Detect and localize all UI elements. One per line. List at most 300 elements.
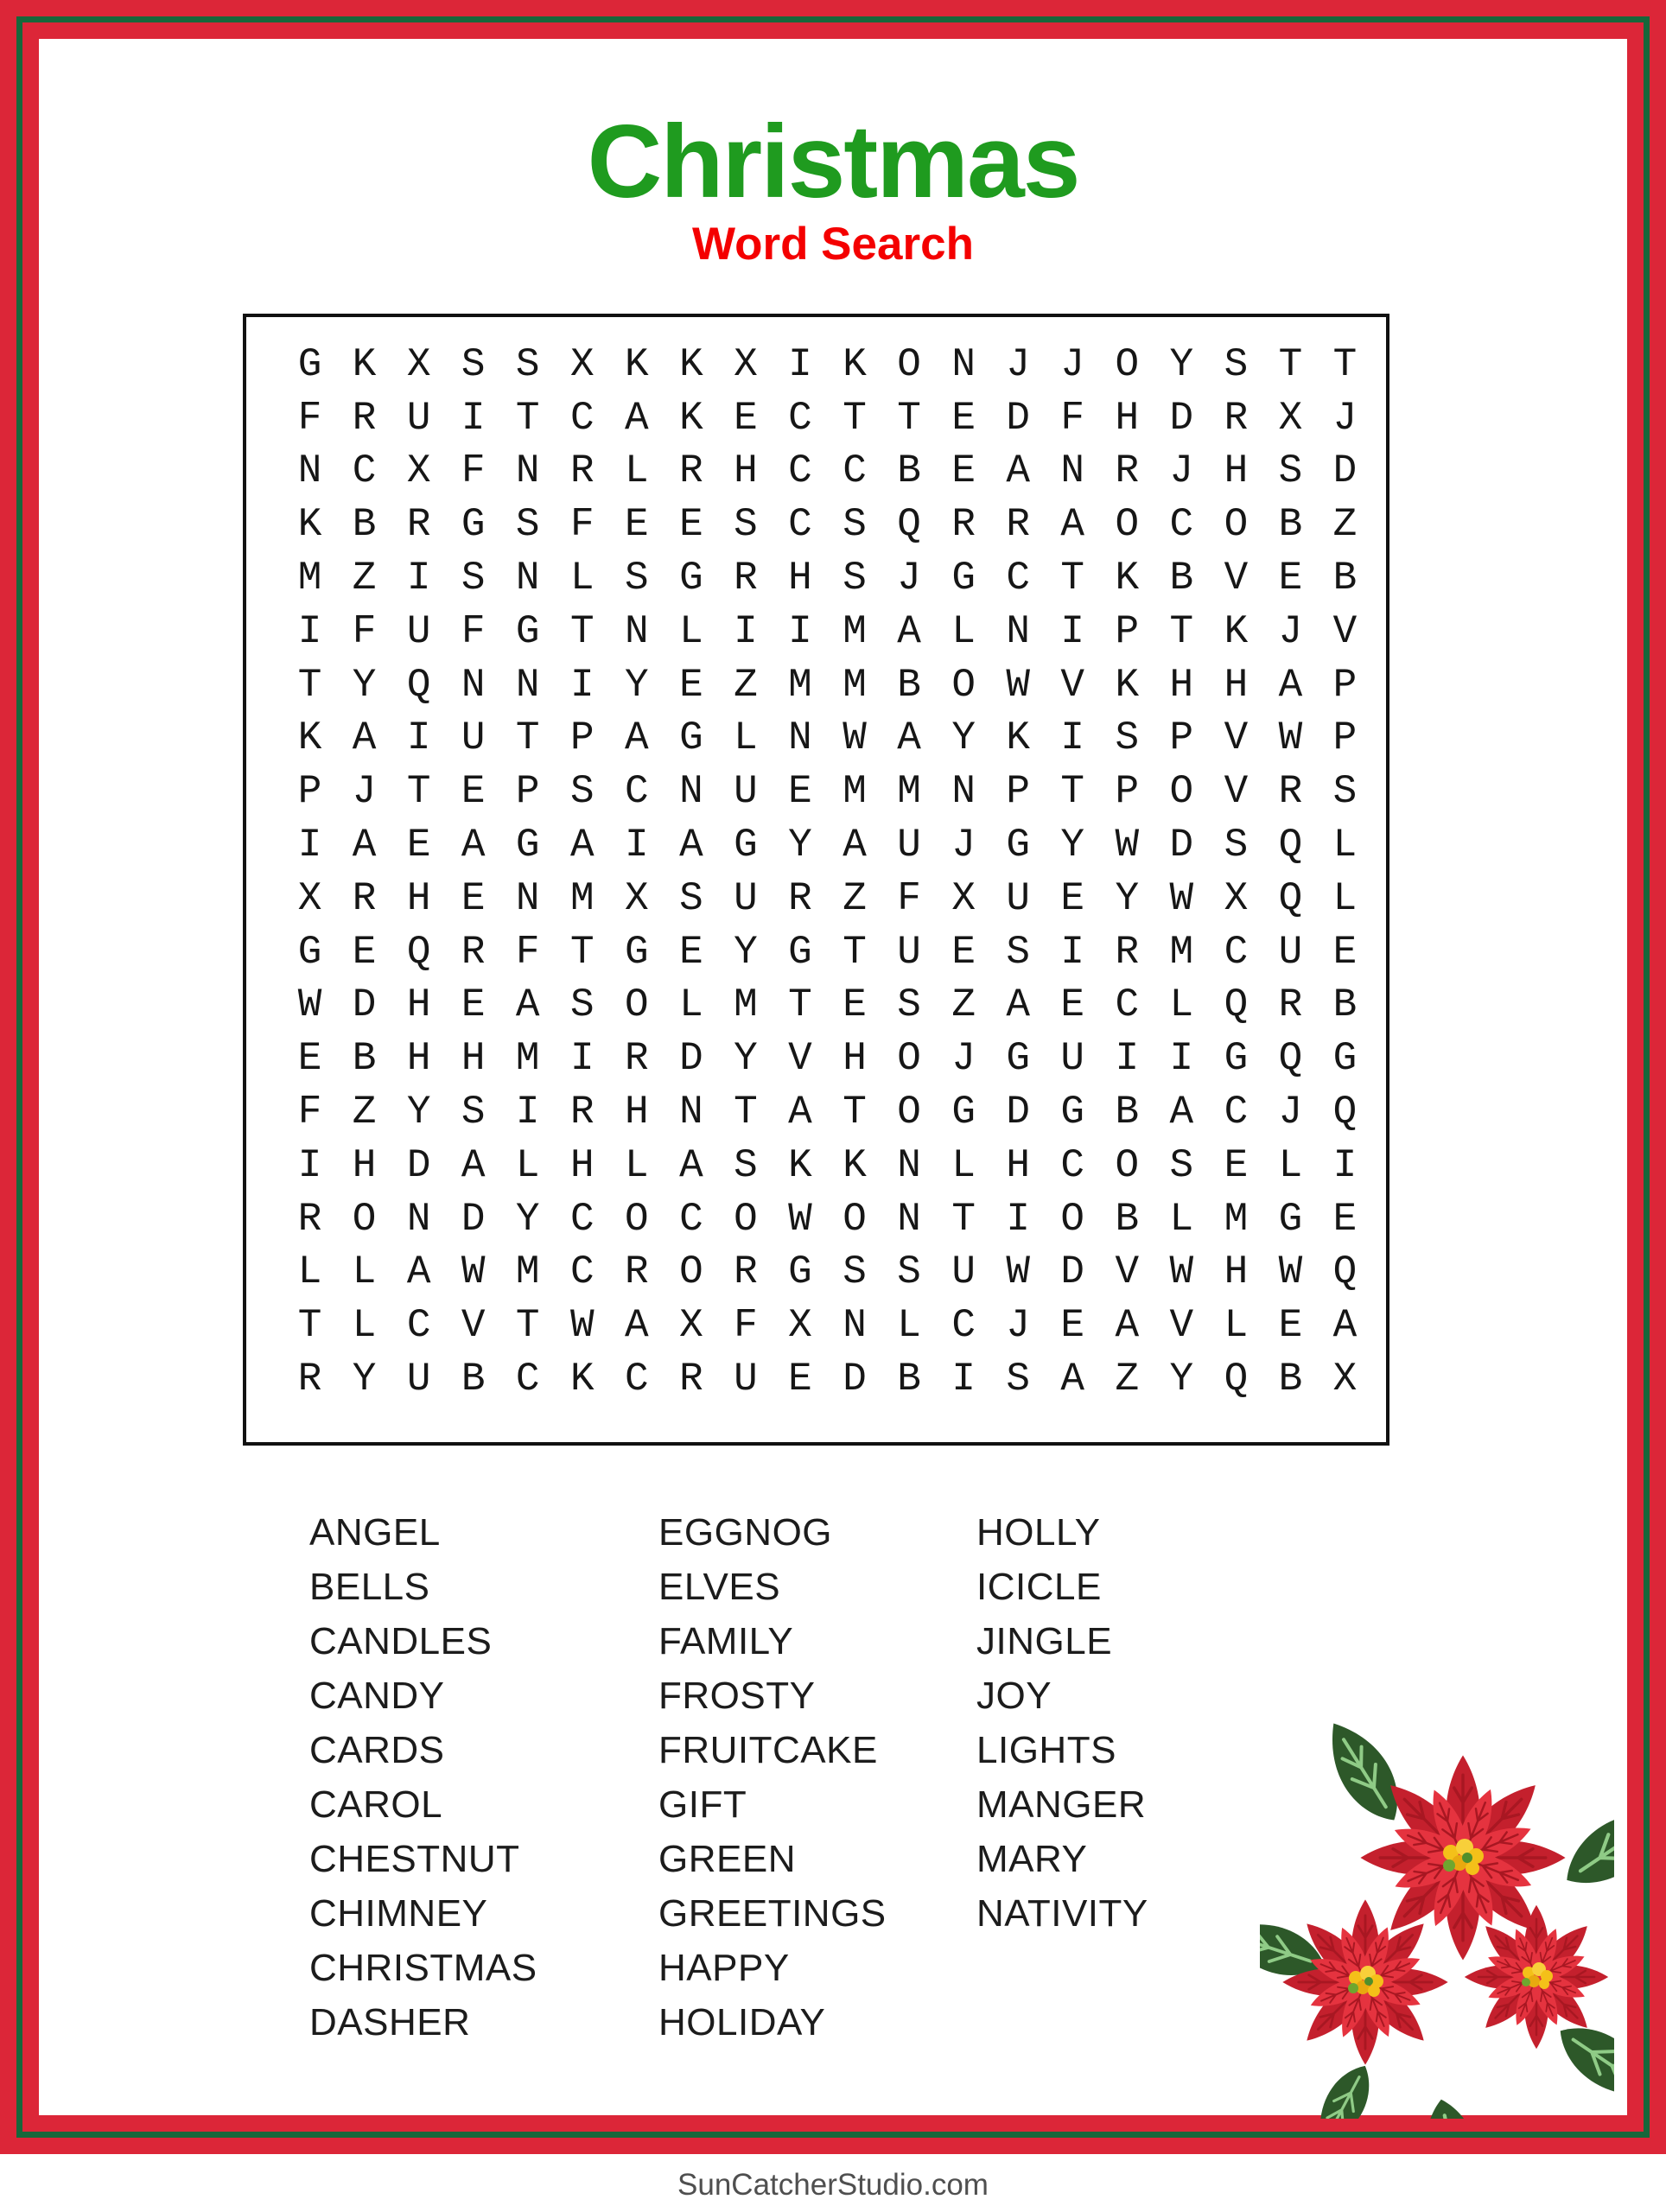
grid-letter: U [897, 823, 921, 868]
grid-letter: N [297, 448, 322, 494]
grid-letter: A [1006, 448, 1030, 494]
grid-letter: N [515, 875, 540, 921]
grid-letter: C [406, 1303, 431, 1349]
grid-letter: Y [625, 662, 649, 708]
grid-letter: O [625, 1196, 649, 1242]
grid-letter: C [788, 448, 812, 494]
grid-letter: W [1278, 1249, 1303, 1295]
grid-letter: S [1006, 929, 1030, 975]
grid-letter: T [1169, 608, 1194, 654]
grid-letter: G [734, 823, 758, 868]
grid-letter: L [679, 982, 703, 1028]
grid-letter: W [1169, 875, 1194, 921]
grid-letter: V [461, 1303, 486, 1349]
grid-letter: E [1224, 1142, 1249, 1188]
grid-letter: N [897, 1196, 921, 1242]
grid-letter: N [679, 1090, 703, 1135]
grid-letter: Q [897, 502, 921, 548]
grid-letter: D [461, 1196, 486, 1242]
grid-letter: T [569, 929, 595, 975]
word-list-item: HOLIDAY [658, 2001, 826, 2044]
grid-letter: T [843, 395, 867, 441]
grid-letter: N [897, 1142, 921, 1188]
grid-letter: W [788, 1196, 812, 1242]
poinsettia-flower-left [1282, 1899, 1447, 2064]
grid-letter: X [951, 875, 976, 921]
grid-letter: V [1115, 1249, 1140, 1295]
grid-letter: N [679, 769, 703, 815]
grid-letter: L [951, 608, 976, 654]
grid-letter: P [1332, 662, 1358, 708]
grid-letter: I [1060, 929, 1085, 975]
word-list-item: ANGEL [309, 1511, 441, 1554]
grid-letter: I [297, 1142, 322, 1188]
grid-letter: V [1332, 608, 1358, 654]
grid-letter: N [951, 341, 976, 387]
word-list-column-2 [658, 1505, 887, 2050]
grid-letter: C [1060, 1142, 1085, 1188]
grid-letter: S [843, 556, 867, 601]
grid-letter: Q [1332, 1249, 1358, 1295]
grid-letter: K [352, 341, 377, 387]
word-list-item: CANDLES [309, 1620, 493, 1662]
grid-letter: V [1224, 715, 1249, 761]
grid-letter: T [1060, 769, 1085, 815]
grid-letter: N [515, 448, 540, 494]
grid-letter: A [679, 1142, 703, 1188]
word-list-item: HOLLY [976, 1511, 1101, 1554]
grid-letter: R [352, 395, 377, 441]
word-list-column-1 [309, 1505, 537, 2050]
grid-letter: Z [352, 1090, 377, 1135]
grid-letter: N [1006, 608, 1030, 654]
grid-letter: F [297, 1090, 322, 1135]
grid-letter: P [569, 715, 595, 761]
grid-letter: X [297, 875, 322, 921]
grid-letter: I [625, 823, 649, 868]
grid-letter: E [461, 982, 486, 1028]
grid-letter: S [569, 982, 595, 1028]
grid-letter: S [625, 556, 649, 601]
grid-letter: D [1006, 395, 1030, 441]
grid-letter: T [1332, 341, 1358, 387]
grid-letter: C [352, 448, 377, 494]
grid-letter: A [897, 608, 921, 654]
grid-letter: B [897, 662, 921, 708]
grid-letter: S [897, 1249, 921, 1295]
grid-letter: F [461, 608, 486, 654]
grid-letter: G [951, 556, 976, 601]
grid-letter: Y [734, 929, 758, 975]
grid-letter: X [788, 1303, 812, 1349]
grid-letter: H [406, 982, 431, 1028]
grid-letter: A [461, 1142, 486, 1188]
grid-letter: Y [788, 823, 812, 868]
grid-letter: G [625, 929, 649, 975]
grid-letter: P [515, 769, 540, 815]
grid-letter: I [297, 823, 322, 868]
grid-letter: Y [1115, 875, 1140, 921]
grid-letter: U [1060, 1036, 1085, 1082]
grid-letter: Y [352, 1357, 377, 1402]
grid-letter: O [352, 1196, 377, 1242]
word-list-item: FAMILY [658, 1620, 794, 1662]
grid-letter: U [734, 875, 758, 921]
grid-letter: Y [1169, 341, 1194, 387]
grid-letter: E [352, 929, 377, 975]
grid-letter: L [1169, 982, 1194, 1028]
grid-letter: S [734, 502, 758, 548]
grid-letter: O [1224, 502, 1249, 548]
grid-letter: M [897, 769, 921, 815]
grid-letter: G [515, 608, 540, 654]
grid-letter: E [1332, 1196, 1358, 1242]
grid-letter: A [1332, 1303, 1358, 1349]
grid-letter: Y [1169, 1357, 1194, 1402]
grid-letter: O [1169, 769, 1194, 815]
grid-letter: P [297, 769, 322, 815]
grid-letter: U [461, 715, 486, 761]
grid-letter: G [1278, 1196, 1303, 1242]
grid-letter: T [788, 982, 812, 1028]
grid-letter: J [1006, 341, 1030, 387]
word-list-item: BELLS [309, 1566, 430, 1608]
grid-letter: V [1169, 1303, 1194, 1349]
grid-letter: C [569, 1196, 595, 1242]
grid-letter: B [352, 1036, 377, 1082]
grid-letter: W [297, 982, 322, 1028]
grid-letter: A [625, 715, 649, 761]
grid-letter: U [734, 1357, 758, 1402]
grid-letter: V [1060, 662, 1085, 708]
grid-letter: G [1006, 823, 1030, 868]
grid-letter: L [515, 1142, 540, 1188]
grid-letter: C [1224, 929, 1249, 975]
grid-letter: R [1006, 502, 1030, 548]
grid-letter: S [515, 341, 540, 387]
grid-letter: K [679, 395, 703, 441]
word-list-item: MANGER [976, 1783, 1147, 1826]
grid-letter: L [1169, 1196, 1194, 1242]
grid-letter: G [951, 1090, 976, 1135]
grid-letter: N [625, 608, 649, 654]
grid-letter: N [406, 1196, 431, 1242]
poinsettia-illustration [1260, 1723, 1614, 2119]
grid-letter: W [843, 715, 867, 761]
grid-letter: L [569, 556, 595, 601]
grid-letter: K [679, 341, 703, 387]
grid-letter: S [1169, 1142, 1194, 1188]
grid-letter: E [461, 769, 486, 815]
grid-letter: R [788, 875, 812, 921]
grid-letter: I [734, 608, 758, 654]
grid-letter: B [897, 448, 921, 494]
grid-letter: B [1332, 556, 1358, 601]
grid-letter: O [1060, 1196, 1085, 1242]
grid-letter: E [461, 875, 486, 921]
grid-letter: T [297, 1303, 322, 1349]
grid-letter: R [406, 502, 431, 548]
grid-letter: B [1169, 556, 1194, 601]
grid-letter: T [897, 395, 921, 441]
grid-letter: C [1115, 982, 1140, 1028]
grid-letter: L [625, 1142, 649, 1188]
grid-letter: K [297, 502, 322, 548]
grid-letter: J [951, 823, 976, 868]
grid-letter: A [625, 395, 649, 441]
grid-letter: Q [1224, 982, 1249, 1028]
grid-letter: B [1115, 1090, 1140, 1135]
grid-letter: H [625, 1090, 649, 1135]
grid-letter: V [1224, 769, 1249, 815]
word-list-item: CHRISTMAS [309, 1947, 537, 1989]
grid-letter: T [515, 1303, 540, 1349]
grid-letter: I [406, 556, 431, 601]
grid-letter: Q [406, 662, 431, 708]
grid-letter: T [1060, 556, 1085, 601]
page-subtitle: Word Search [692, 219, 974, 270]
grid-letter: L [679, 608, 703, 654]
grid-letter: O [679, 1249, 703, 1295]
grid-letter: K [1006, 715, 1030, 761]
grid-letter: A [679, 823, 703, 868]
grid-letter: L [897, 1303, 921, 1349]
grid-letter: Y [1060, 823, 1085, 868]
grid-letter: I [788, 341, 812, 387]
grid-letter: S [461, 341, 486, 387]
grid-letter: Y [734, 1036, 758, 1082]
grid-letter: P [1006, 769, 1030, 815]
grid-letter: O [625, 982, 649, 1028]
grid-letter: B [1332, 982, 1358, 1028]
grid-letter: X [569, 341, 595, 387]
grid-letter: R [734, 556, 758, 601]
grid-letter: J [1169, 448, 1194, 494]
grid-letter: N [515, 556, 540, 601]
grid-letter: Z [352, 556, 377, 601]
word-list-item: ELVES [658, 1566, 781, 1608]
grid-letter: R [734, 1249, 758, 1295]
grid-letter: F [897, 875, 921, 921]
grid-letter: Z [1332, 502, 1358, 548]
grid-letter: R [297, 1196, 322, 1242]
word-list-item: MARY [976, 1838, 1088, 1880]
grid-letter: C [625, 1357, 649, 1402]
word-list-item: FROSTY [658, 1675, 816, 1717]
grid-letter: A [843, 823, 867, 868]
grid-letter: M [788, 662, 812, 708]
grid-letter: B [1278, 502, 1303, 548]
grid-letter: Z [734, 662, 758, 708]
grid-letter: D [843, 1357, 867, 1402]
grid-letter: O [951, 662, 976, 708]
grid-letter: C [515, 1357, 540, 1402]
grid-letter: X [1224, 875, 1249, 921]
grid-letter: E [1332, 929, 1358, 975]
grid-letter: P [1332, 715, 1358, 761]
grid-letter: W [1278, 715, 1303, 761]
word-list-item: CHESTNUT [309, 1838, 520, 1880]
grid-letter: C [679, 1196, 703, 1242]
grid-letter: N [515, 662, 540, 708]
grid-letter: R [1278, 982, 1303, 1028]
grid-letter: E [788, 1357, 812, 1402]
grid-letter: Q [1278, 875, 1303, 921]
grid-letter: E [679, 502, 703, 548]
word-list-item: GREETINGS [658, 1892, 887, 1935]
grid-letter: W [1006, 662, 1030, 708]
word-list-item: JOY [976, 1675, 1052, 1717]
grid-letter: H [406, 1036, 431, 1082]
grid-letter: Y [951, 715, 976, 761]
grid-letter: M [734, 982, 758, 1028]
grid-letter: T [734, 1090, 758, 1135]
grid-letter: E [951, 929, 976, 975]
grid-letter: C [951, 1303, 976, 1349]
grid-letter: L [625, 448, 649, 494]
word-list-item: DASHER [309, 2001, 471, 2044]
grid-letter: M [569, 875, 595, 921]
grid-letter: H [1224, 448, 1249, 494]
word-list-item: FRUITCAKE [658, 1729, 878, 1771]
grid-letter: O [734, 1196, 758, 1242]
grid-letter: N [461, 662, 486, 708]
grid-letter: D [1060, 1249, 1085, 1295]
word-list-item: LIGHTS [976, 1729, 1116, 1771]
grid-letter: E [843, 982, 867, 1028]
grid-letter: I [297, 608, 322, 654]
grid-letter: I [1006, 1196, 1030, 1242]
grid-letter: R [625, 1036, 649, 1082]
grid-letter: A [1278, 662, 1303, 708]
grid-letter: A [515, 982, 540, 1028]
grid-letter: Y [406, 1090, 431, 1135]
grid-letter: L [352, 1249, 377, 1295]
grid-letter: G [788, 1249, 812, 1295]
grid-letter: A [569, 823, 595, 868]
grid-letter: X [679, 1303, 703, 1349]
grid-letter: G [1006, 1036, 1030, 1082]
grid-letter: D [406, 1142, 431, 1188]
grid-letter: F [515, 929, 540, 975]
grid-letter: I [569, 662, 595, 708]
grid-letter: X [406, 341, 431, 387]
grid-letter: J [1060, 341, 1085, 387]
grid-letter: A [897, 715, 921, 761]
grid-letter: W [569, 1303, 595, 1349]
grid-letter: E [679, 662, 703, 708]
grid-letter: R [951, 502, 976, 548]
grid-letter: S [461, 556, 486, 601]
word-list-item: CANDY [309, 1675, 445, 1717]
grid-letter: O [843, 1196, 867, 1242]
grid-letter: A [1060, 1357, 1085, 1402]
grid-letter: T [1278, 341, 1303, 387]
grid-letter: E [734, 395, 758, 441]
grid-letter: U [1006, 875, 1030, 921]
grid-letter: L [352, 1303, 377, 1349]
word-list-item: CAROL [309, 1783, 443, 1826]
grid-letter: U [406, 608, 431, 654]
word-list-item: JINGLE [976, 1620, 1113, 1662]
grid-letter: C [569, 1249, 595, 1295]
grid-letter: T [515, 715, 540, 761]
grid-letter: K [1115, 556, 1140, 601]
grid-letter: N [788, 715, 812, 761]
word-list-column-3 [976, 1505, 1148, 1941]
grid-letter: Q [406, 929, 431, 975]
grid-letter: M [1224, 1196, 1249, 1242]
grid-letter: A [788, 1090, 812, 1135]
grid-letter: L [1278, 1142, 1303, 1188]
grid-letter: D [1169, 395, 1194, 441]
grid-letter: C [788, 502, 812, 548]
grid-letter: K [1224, 608, 1249, 654]
grid-letter: E [679, 929, 703, 975]
grid-letter: I [461, 395, 486, 441]
grid-letter: Q [1332, 1090, 1358, 1135]
grid-letter: H [406, 875, 431, 921]
grid-letter: G [679, 715, 703, 761]
grid-letter: A [1060, 502, 1085, 548]
grid-letter: S [515, 502, 540, 548]
grid-letter: E [1060, 1303, 1085, 1349]
grid-letter: T [515, 395, 540, 441]
grid-letter: X [625, 875, 649, 921]
grid-letter: R [569, 448, 595, 494]
grid-letter: W [1006, 1249, 1030, 1295]
grid-letter: E [297, 1036, 322, 1082]
grid-letter: C [625, 769, 649, 815]
grid-letter: P [1115, 769, 1140, 815]
grid-letter: W [1169, 1249, 1194, 1295]
grid-letter: S [897, 982, 921, 1028]
grid-letter: P [1115, 608, 1140, 654]
grid-letter: M [843, 662, 867, 708]
grid-letter: Q [1278, 1036, 1303, 1082]
grid-letter: R [1115, 448, 1140, 494]
grid-letter: R [1278, 769, 1303, 815]
grid-letter: R [297, 1357, 322, 1402]
grid-letter: S [569, 769, 595, 815]
grid-letter: Q [1278, 823, 1303, 868]
grid-letter: F [1060, 395, 1085, 441]
grid-letter: G [1332, 1036, 1358, 1082]
grid-letter: C [788, 395, 812, 441]
word-list-item: EGGNOG [658, 1511, 833, 1554]
grid-letter: N [843, 1303, 867, 1349]
page-title: Christmas [587, 104, 1079, 219]
grid-letter: H [1224, 662, 1249, 708]
grid-letter: E [1060, 875, 1085, 921]
grid-letter: L [734, 715, 758, 761]
grid-letter: T [843, 929, 867, 975]
grid-letter: G [515, 823, 540, 868]
grid-letter: I [569, 1036, 595, 1082]
grid-letter: L [951, 1142, 976, 1188]
grid-letter: C [1169, 502, 1194, 548]
grid-letter: E [788, 769, 812, 815]
grid-letter: U [406, 1357, 431, 1402]
grid-letter: Y [352, 662, 377, 708]
grid-letter: X [734, 341, 758, 387]
grid-letter: F [297, 395, 322, 441]
grid-letter: X [1332, 1357, 1358, 1402]
grid-letter: K [569, 1357, 595, 1402]
grid-letter: U [734, 769, 758, 815]
poinsettia-flower-right [1465, 1905, 1608, 2049]
grid-letter: K [297, 715, 322, 761]
